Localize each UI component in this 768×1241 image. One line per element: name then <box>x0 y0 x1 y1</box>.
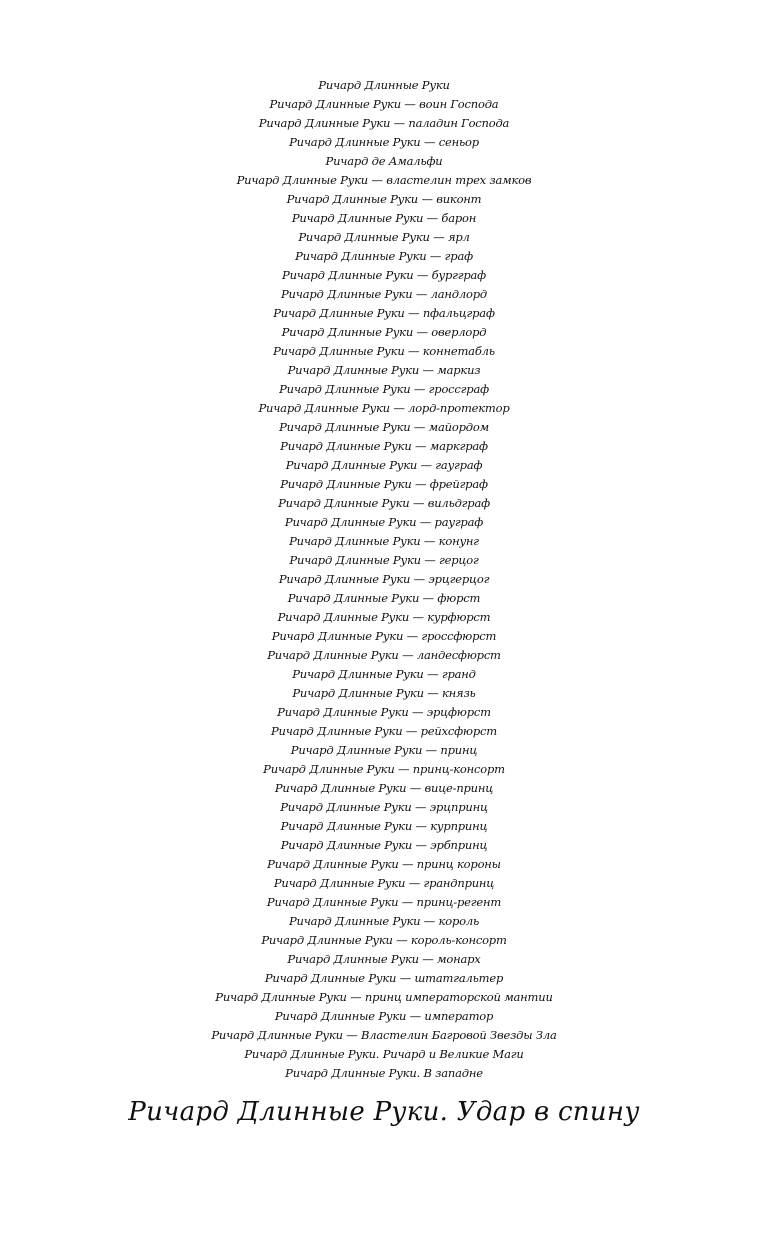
series-title-item: Ричард Длинные Руки — король <box>288 914 480 928</box>
series-title-item: Ричард Длинные Руки — гроссграф <box>279 382 489 396</box>
series-title-item: Ричард де Амальфи <box>325 154 443 168</box>
series-title-item: Ричард Длинные Руки — барон <box>291 211 477 225</box>
series-title-item: Ричард Длинные Руки — фрейграф <box>280 477 488 491</box>
series-title-item: Ричард Длинные Руки — эрцгерцог <box>278 572 490 586</box>
series-title-item: Ричард Длинные Руки. Ричард и Великие Маги <box>244 1047 524 1061</box>
series-title-item: Ричард Длинные Руки — монарх <box>287 952 481 966</box>
series-title-item: Ричард Длинные Руки <box>318 78 450 92</box>
series-title-item: Ричард Длинные Руки — гроссфюрст <box>271 629 497 643</box>
series-title-item: Ричард Длинные Руки — коннетабль <box>273 344 495 358</box>
series-title-item: Ричард Длинные Руки — принц <box>290 743 478 757</box>
series-title-item: Ричард Длинные Руки — бургграф <box>282 268 486 282</box>
series-title-item: Ричард Длинные Руки — вице-принц <box>274 781 494 795</box>
series-title-item: Ричард Длинные Руки — гауграф <box>285 458 483 472</box>
series-title-item: Ричард Длинные Руки — император <box>274 1009 494 1023</box>
series-title-item: Ричард Длинные Руки — вильдграф <box>278 496 490 510</box>
series-title-item: Ричард Длинные Руки — пфальцграф <box>273 306 495 320</box>
series-title-item: Ричард Длинные Руки — князь <box>292 686 476 700</box>
series-title-item: Ричард Длинные Руки — Властелин Багровой Звезды Зла <box>211 1028 557 1042</box>
series-title-item: Ричард Длинные Руки — ландлорд <box>281 287 487 301</box>
book-title: Ричард Длинные Руки. Удар в спину <box>128 1097 640 1127</box>
series-title-item: Ричард Длинные Руки — властелин трех замков <box>236 173 532 187</box>
series-title-item: Ричард Длинные Руки — виконт <box>286 192 482 206</box>
series-title-list <box>0 76 768 1083</box>
series-title-item: Ричард Длинные Руки — эрбпринц <box>280 838 488 852</box>
series-title-item: Ричард Длинные Руки — гранд <box>292 667 476 681</box>
series-title-item: Ричард Длинные Руки — конунг <box>289 534 479 548</box>
series-title-item: Ричард Длинные Руки — воин Господа <box>269 97 499 111</box>
series-title-item: Ричард Длинные Руки — маркграф <box>280 439 488 453</box>
series-title-item: Ричард Длинные Руки — курфюрст <box>277 610 491 624</box>
series-title-item: Ричард Длинные Руки — принц короны <box>267 857 501 871</box>
series-title-item: Ричард Длинные Руки — курпринц <box>280 819 488 833</box>
series-title-item: Ричард Длинные Руки — принц-консорт <box>263 762 505 776</box>
series-title-item: Ричард Длинные Руки. В западне <box>285 1066 483 1080</box>
series-title-item: Ричард Длинные Руки — эрцпринц <box>280 800 488 814</box>
series-title-item: Ричард Длинные Руки — оверлорд <box>281 325 487 339</box>
series-title-item: Ричард Длинные Руки — грандпринц <box>273 876 495 890</box>
series-title-item: Ричард Длинные Руки — эрцфюрст <box>277 705 491 719</box>
series-title-item: Ричард Длинные Руки — ландесфюрст <box>267 648 501 662</box>
series-title-item: Ричард Длинные Руки — граф <box>295 249 473 263</box>
series-title-item: Ричард Длинные Руки — рейхсфюрст <box>271 724 497 738</box>
series-title-item: Ричард Длинные Руки — король-консорт <box>261 933 507 947</box>
series-title-item: Ричард Длинные Руки — принц-регент <box>266 895 502 909</box>
series-title-item: Ричард Длинные Руки — рауграф <box>284 515 484 529</box>
series-title-item: Ричард Длинные Руки — маркиз <box>287 363 481 377</box>
series-title-item: Ричард Длинные Руки — паладин Господа <box>258 116 510 130</box>
series-title-item: Ричард Длинные Руки — фюрст <box>287 591 481 605</box>
series-title-item: Ричард Длинные Руки — ярл <box>298 230 470 244</box>
series-title-item: Ричард Длинные Руки — майордом <box>279 420 489 434</box>
series-title-item: Ричард Длинные Руки — лорд-протектор <box>258 401 510 415</box>
series-title-item: Ричард Длинные Руки — штатгальтер <box>264 971 504 985</box>
series-title-item: Ричард Длинные Руки — принц императорской мантии <box>215 990 553 1004</box>
series-title-item: Ричард Длинные Руки — сеньор <box>289 135 479 149</box>
series-title-item: Ричард Длинные Руки — герцог <box>289 553 479 567</box>
